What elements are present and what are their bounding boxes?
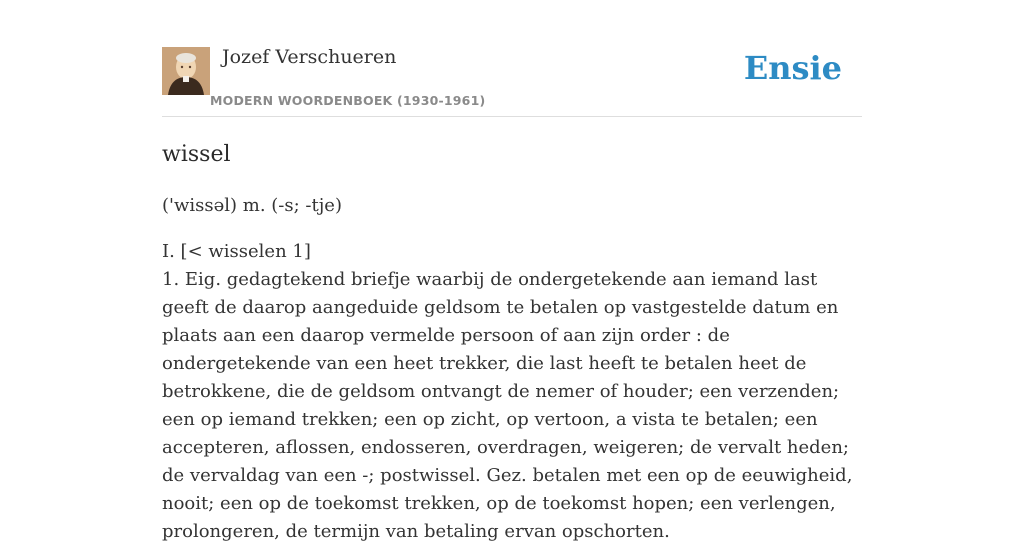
entry-term: wissel <box>162 142 231 167</box>
source-title[interactable]: MODERN WOORDENBOEK (1930-1961) <box>210 93 486 108</box>
entry-content <box>162 140 862 546</box>
author-name[interactable]: Jozef Verschueren <box>222 46 397 68</box>
author-avatar[interactable] <box>162 47 210 95</box>
entry-sense <box>162 238 862 546</box>
entry-header <box>162 40 862 117</box>
brand-logo[interactable]: Ensie <box>743 49 842 87</box>
sense-heading: I. [< wisselen 1] <box>162 241 311 262</box>
author-portrait <box>162 47 210 95</box>
sense-definition: 1. Eig. gedagtekend briefje waarbij de ondergetekende aan iemand last geeft de daarop aangeduide geldsom te betalen op vastgestelde datum en plaats aan een daarop vermelde persoon of aan zijn order : de ondergetekende van een heet trekker, die last heeft te betalen heet de betrokkene, die de geldsom ontvangt de nemer of houder; een verzenden; een op iemand trekken; een op zicht, op vertoon, a vista te betalen; een accepteren, aflossen, endosseren, overdragen, weigeren; de vervalt heden; de vervaldag van een -; postwissel. Gez. betalen met een op de eeuwigheid, nooit; een op de toekomst trekken, op de toekomst hopen; een verlengen, prolongeren, de termijn van betaling ervan opschorten. <box>162 269 853 542</box>
entry-pronunciation: ('wissəl) m. (-s; -tje) <box>162 195 342 216</box>
